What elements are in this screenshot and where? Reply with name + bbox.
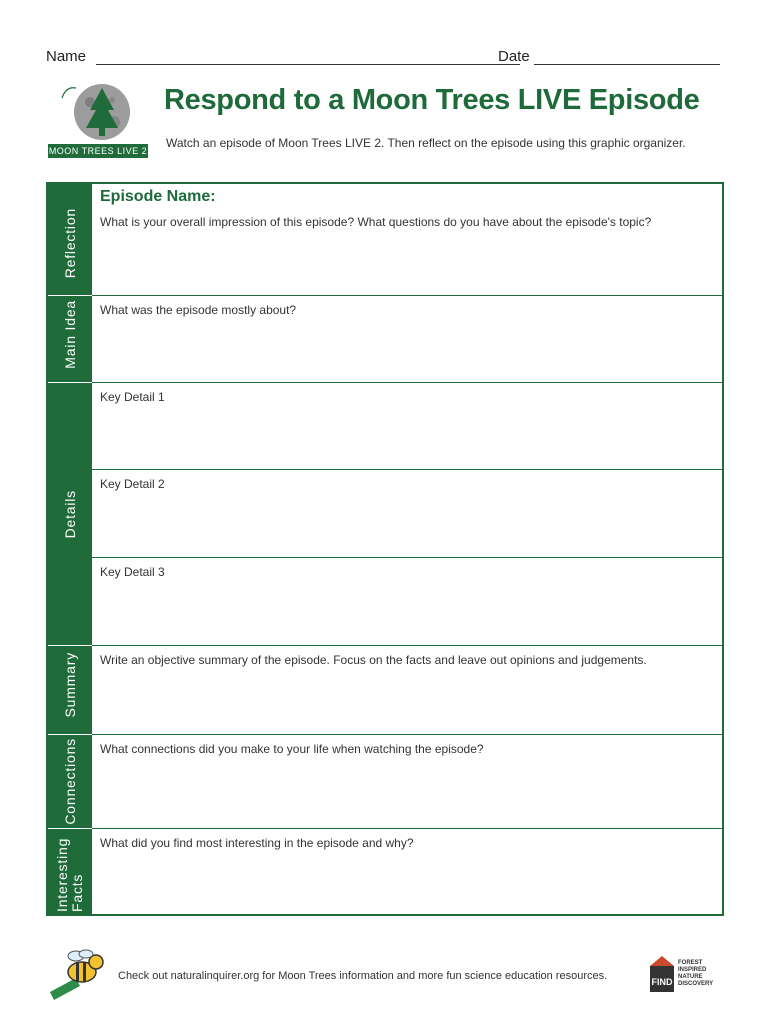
prompt-text: Write an objective summary of the episode. Focus on the facts and leave out opinions and judgements. [100,653,647,667]
find-badge-icon [648,954,676,994]
find-logo-words: FOREST INSPIRED NATURE DISCOVERY [678,960,714,987]
prompt-key-detail-3[interactable] [92,558,722,646]
logo-text: MOON TREES LIVE 2 [48,146,148,156]
name-date-bar [46,48,726,70]
section-label-reflection: Reflection [61,208,78,279]
prompt-summary[interactable] [92,646,722,735]
prompt-key-detail-1[interactable] [92,383,722,470]
prompt-text: Key Detail 1 [100,390,165,404]
episode-name-label: Episode Name: [100,188,216,205]
prompt-text: What connections did you make to your life when watching the episode? [100,742,484,756]
find-logo [648,954,728,994]
name-label: Name [46,48,87,65]
bee-mascot-icon [46,942,110,1006]
date-label: Date [498,48,530,65]
prompt-text: What is your overall impression of this episode? What questions do you have about the episode's topic? [100,215,652,229]
date-field[interactable] [534,64,720,65]
page-subtitle: Watch an episode of Moon Trees LIVE 2. Then reflect on the episode using this graphic organizer. [166,136,686,150]
footer-text: Check out naturalinquirer.org for Moon Trees information and more fun science education resources. [118,970,608,982]
prompt-text: Key Detail 2 [100,477,165,491]
name-field[interactable] [96,64,520,65]
page-title: Respond to a Moon Trees LIVE Episode [164,84,700,116]
prompt-text: What did you find most interesting in the episode and why? [100,836,414,850]
section-label-interesting-facts: Interesting Facts [54,837,85,912]
moon-trees-logo [46,78,152,162]
prompt-connections[interactable] [92,735,722,829]
section-label-connections: Connections [61,738,78,825]
section-label-summary: Summary [61,652,78,718]
prompt-text: Key Detail 3 [100,565,165,579]
prompt-main-idea[interactable] [92,296,722,383]
section-label-main-idea: Main Idea [61,300,78,369]
section-sidebar [48,184,92,914]
section-label-details: Details [61,490,78,539]
moon-tree-icon [46,78,152,144]
graphic-organizer [46,182,724,916]
prompt-interesting-facts[interactable] [92,829,722,914]
find-badge-text: FIND [651,977,673,987]
prompt-text: What was the episode mostly about? [100,303,297,317]
prompt-key-detail-2[interactable] [92,470,722,558]
prompt-reflection[interactable] [92,208,722,296]
